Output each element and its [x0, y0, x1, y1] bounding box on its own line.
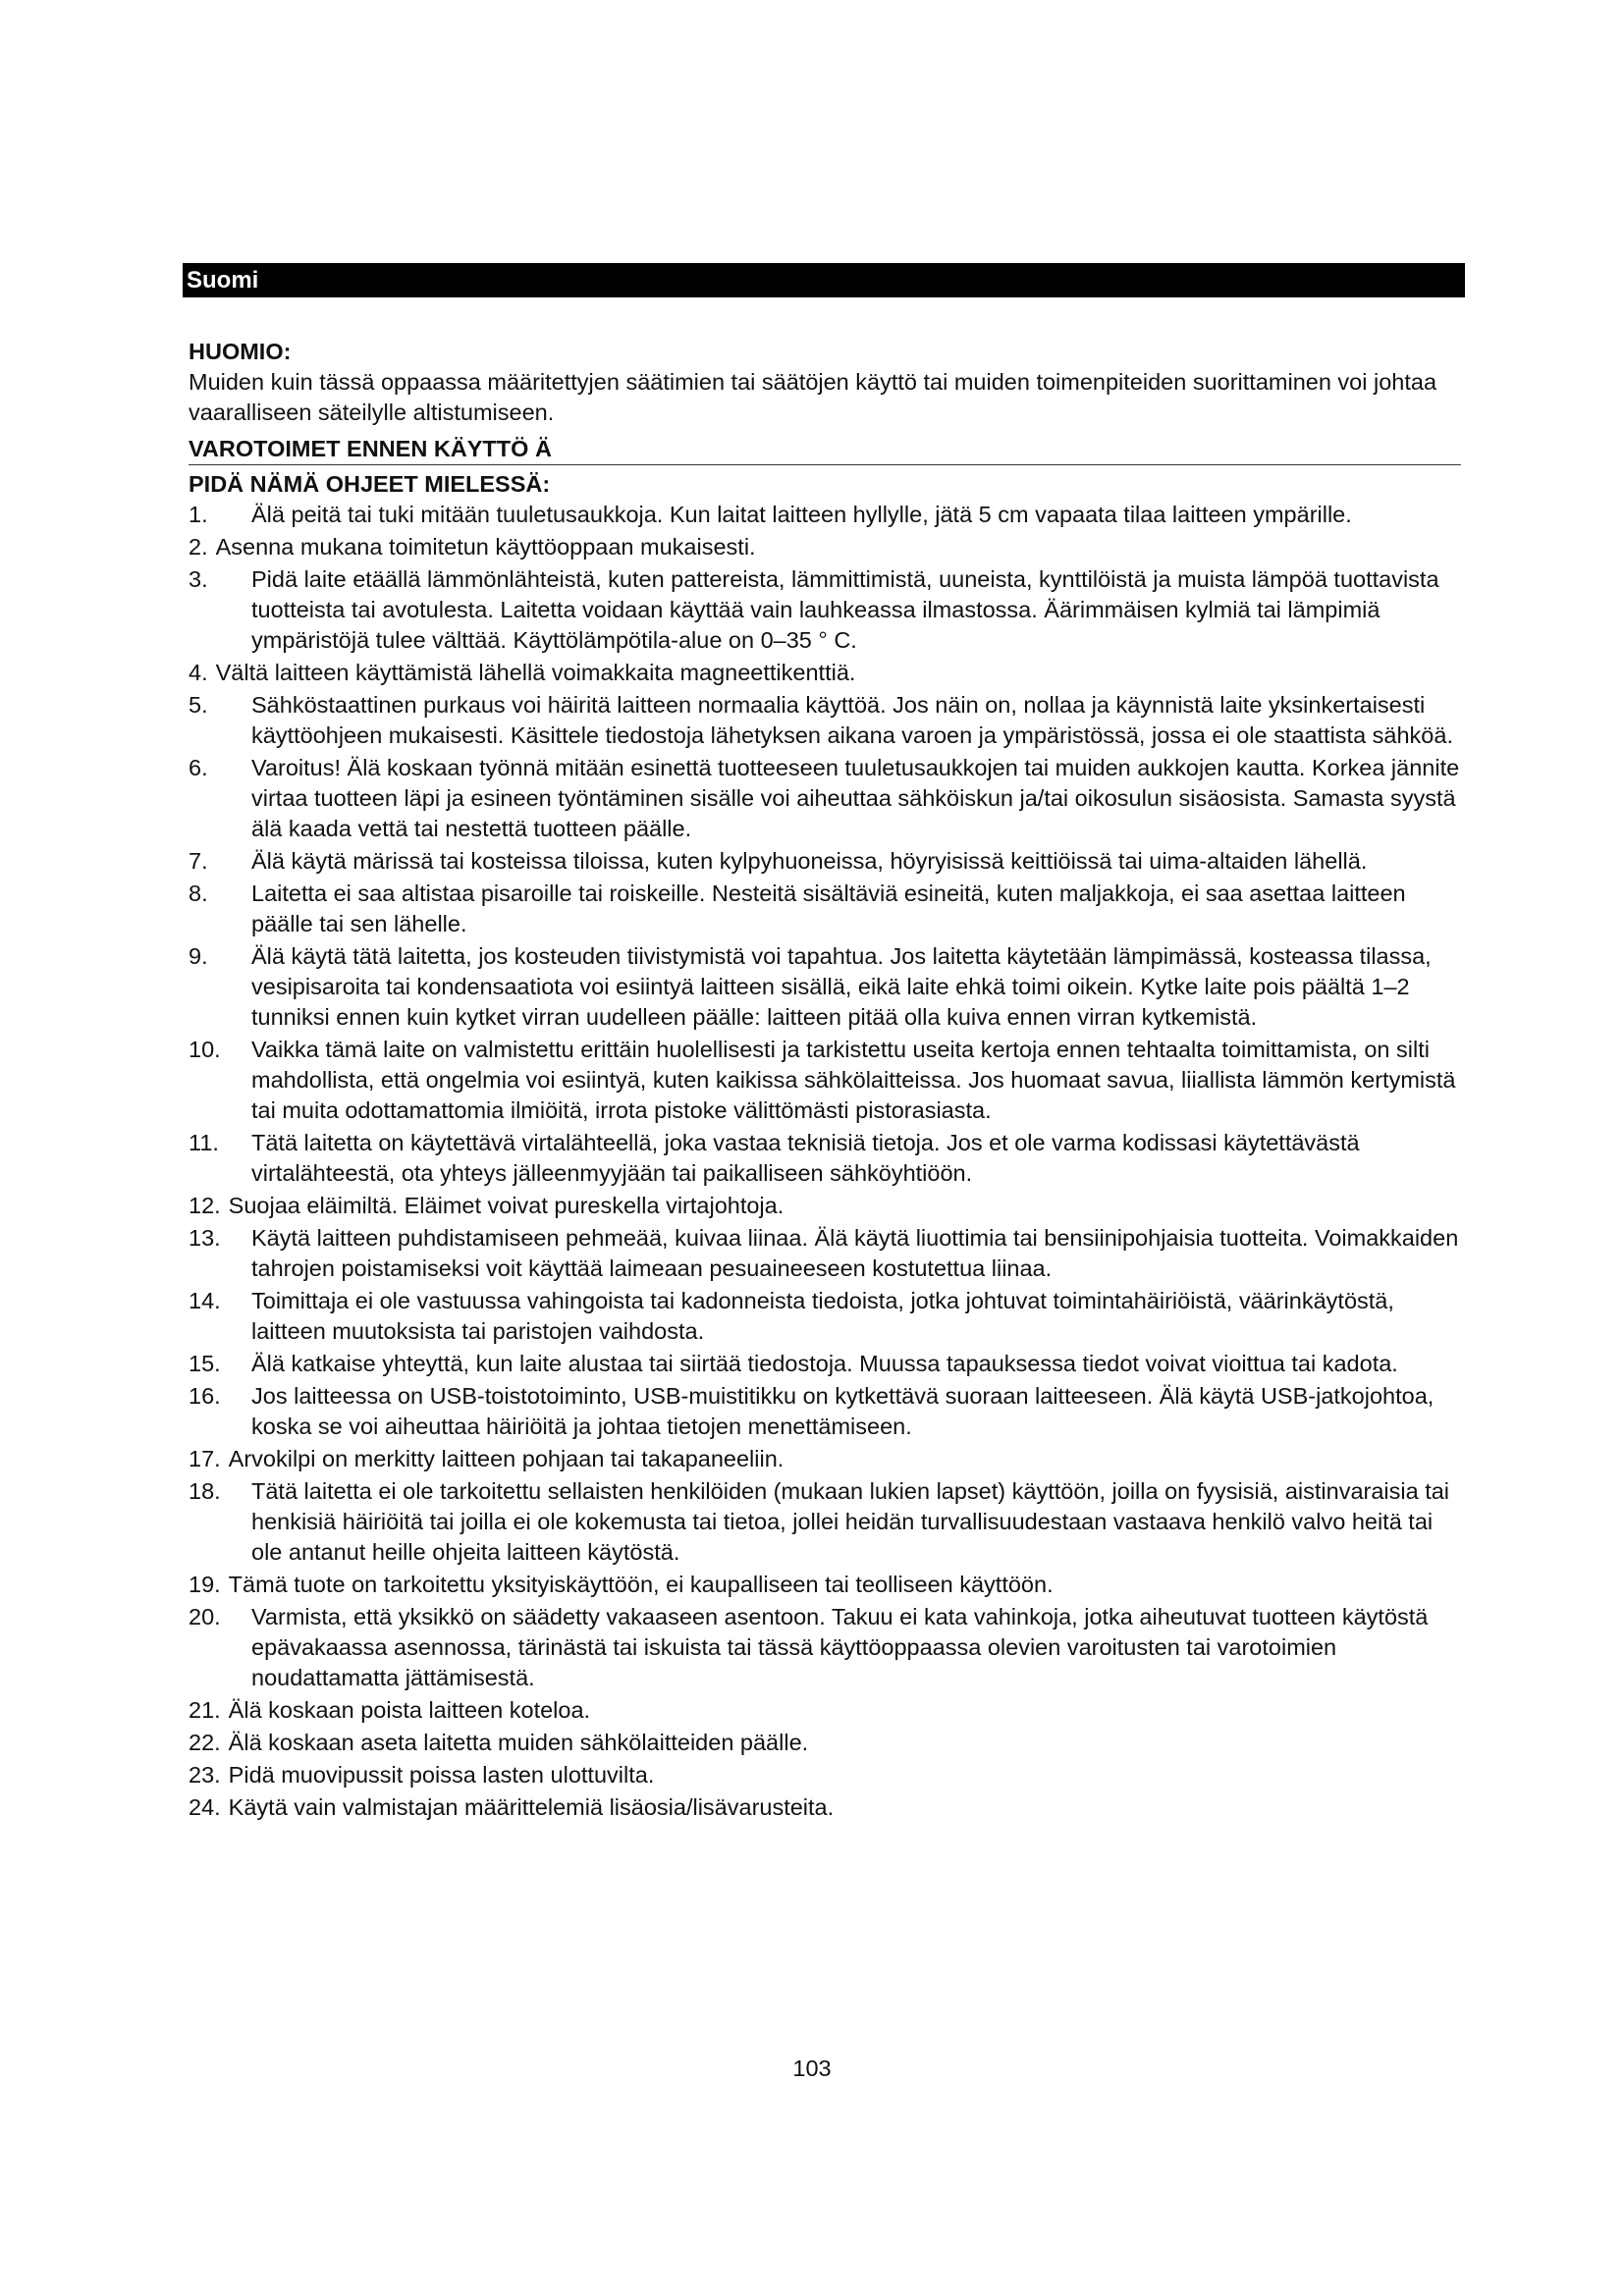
list-item: [189, 690, 1461, 751]
list-item-number: 15.: [189, 1351, 221, 1376]
page-number: 103: [792, 2056, 832, 2081]
list-item-number: 2.: [189, 534, 208, 560]
list-item-text: Jos laitteessa on USB-toistotoiminto, USB-muistitikku on kytkettävä suoraan laitteeseen. Älä käytä USB-jatkojohtoa, koska se voi aiheuttaa häiriöitä ja johtaa tietojen menettämiseen.: [251, 1383, 1435, 1439]
list-item-text: Älä käytä tätä laitetta, jos kosteuden tiivistymistä voi tapahtua. Jos laitetta käytetään lämpimässä, kosteassa tilassa, vesipisaroita tai kondensaatiota voi esiintyä laitteen sisällä, eikä laite ehkä toimi oikein. Kytke laite pois päältä 1–2 tunniksi ennen kuin kytket virran uudelleen päälle: laitteen pitää olla kuiva ennen virran kytkemistä.: [251, 943, 1432, 1030]
list-item-text: Älä koskaan aseta laitetta muiden sähkölaitteiden päälle.: [228, 1730, 809, 1755]
list-item-text: Toimittaja ei ole vastuussa vahingoista tai kadonneista tiedoista, jotka johtuvat toimintahäiriöistä, väärinkäytöstä, laitteen muutoksista tai paristojen vaihdosta.: [251, 1288, 1394, 1344]
list-item: [189, 753, 1461, 844]
list-item: [189, 1035, 1461, 1126]
list-item-number: 11.: [189, 1130, 219, 1155]
list-item-text: Käytä laitteen puhdistamiseen pehmeää, kuivaa liinaa. Älä käytä liuottimia tai bensiinipohjaisia tuotteita. Voimakkaiden tahrojen poistamiseksi voit käyttää laimeaan pesuaineeseen kostutettua liinaa.: [251, 1225, 1459, 1281]
list-item-number: 20.: [189, 1604, 221, 1629]
list-item-text: Tätä laitetta ei ole tarkoitettu sellaisten henkilöiden (mukaan lukien lapset) käyttöön, joilla on fyysisiä, aistinvaraisia tai henkisiä häiriöitä tai joilla ei ole kokemusta tai tietoa, jollei heidän turvallisuudestaan vastaava henkilö valvo heitä tai ole antanut heille ohjeita laitteen käytöstä.: [251, 1478, 1450, 1565]
list-item-text: Sähköstaattinen purkaus voi häiritä laitteen normaalia käyttöä. Jos näin on, nollaa ja käynnistä laite yksinkertaisesti käyttöohjeen mukaisesti. Käsittele tiedostoja lähetyksen aikana varoen ja ympäristössä, jossa ei ole staattista sähköä.: [251, 692, 1453, 748]
list-item-number: 8.: [189, 881, 208, 906]
list-item-number: 4.: [189, 660, 208, 685]
list-item-text: Suojaa eläimiltä. Eläimet voivat pureskella virtajohtoja.: [228, 1193, 785, 1218]
list-item-number: 12.: [189, 1193, 221, 1218]
heading-divider: [189, 464, 1461, 465]
list-item: [189, 1381, 1461, 1442]
list-item: [189, 1602, 1461, 1693]
list-item-number: 3.: [189, 566, 208, 592]
list-item-number: 24.: [189, 1794, 221, 1820]
list-item: [189, 1760, 1461, 1790]
list-item-text: Älä koskaan poista laitteen koteloa.: [228, 1697, 591, 1723]
list-item: [189, 658, 1461, 688]
list-item-text: Käytä vain valmistajan määrittelemiä lisäosia/lisävarusteita.: [228, 1794, 835, 1820]
list-item-number: 10.: [189, 1037, 221, 1062]
list-item-text: Älä käytä märissä tai kosteissa tiloissa, kuten kylpyhuoneissa, höyryisissä keittiöissä tai uima-altaiden lähellä.: [251, 848, 1368, 874]
list-item: [189, 1476, 1461, 1568]
list-item-number: 16.: [189, 1383, 221, 1409]
list-item: [189, 1570, 1461, 1600]
list-item: [189, 1444, 1461, 1474]
list-item: [189, 1792, 1461, 1823]
list-item: [189, 1349, 1461, 1379]
list-item-text: Tätä laitetta on käytettävä virtalähteellä, joka vastaa teknisiä tietoja. Jos et ole varma kodissasi käytettävästä virtalähteestä, ota yhteys jälleenmyyjään tai paikalliseen sähköyhtiöön.: [251, 1130, 1360, 1186]
list-item-text: Laitetta ei saa altistaa pisaroille tai roiskeille. Nesteitä sisältäviä esineitä, kuten maljakkoja, ei saa asettaa laitteen päälle tai sen lähelle.: [251, 881, 1406, 936]
list-item-number: 19.: [189, 1572, 221, 1597]
list-item-number: 9.: [189, 943, 208, 969]
list-item-number: 22.: [189, 1730, 221, 1755]
section-label: Suomi: [187, 267, 259, 294]
list-item: [189, 1191, 1461, 1221]
precautions-heading: VAROTOIMET ENNEN KÄYTTÖ Ä: [189, 436, 552, 461]
list-item: [189, 500, 1461, 530]
list-item: [189, 532, 1461, 562]
list-item-number: 14.: [189, 1288, 221, 1313]
list-item-text: Vaikka tämä laite on valmistettu erittäin huolellisesti ja tarkistettu useita kertoja ennen tehtaalta toimittamista, on silti mahdollista, että ongelmia voi esiintyä, kuten kaikissa sähkölaitteissa. Jos huomaat savua, liiallista lämmön kertymistä tai muita odottamattomia ilmiöitä, irrota pistoke välittömästi pistorasiasta.: [251, 1037, 1456, 1123]
list-item: [189, 1695, 1461, 1726]
list-item-text: Älä katkaise yhteyttä, kun laite alustaa tai siirtää tiedostoja. Muussa tapauksessa tiedot voivat vioittua tai kadota.: [251, 1351, 1398, 1376]
list-item-number: 21.: [189, 1697, 221, 1723]
list-item-text: Arvokilpi on merkitty laitteen pohjaan tai takapaneeliin.: [228, 1446, 785, 1471]
list-item-text: Pidä laite etäällä lämmönlähteistä, kuten pattereista, lämmittimistä, uuneista, kynttilöistä ja muista lämpöä tuottavista tuotteista tai avotulesta. Laitetta voidaan käyttää vain lauhkeassa ilmastossa. Äärimmäisen kylmiä tai lämpimiä ympäristöjä tulee välttää. Käyttölämpötila-alue on 0–35 ° C.: [251, 566, 1439, 653]
list-item-number: 13.: [189, 1225, 221, 1251]
list-item-text: Varoitus! Älä koskaan työnnä mitään esinettä tuotteeseen tuuletusaukkojen tai muiden aukkojen kautta. Korkea jännite virtaa tuotteen läpi ja esineen työntäminen sisälle voi aiheuttaa sähköiskun ja/tai oikosulun sisäosista. Samasta syystä älä kaada vettä tai nestettä tuotteen päälle.: [251, 755, 1460, 841]
keep-instructions-heading: PIDÄ NÄMÄ OHJEET MIELESSÄ:: [189, 471, 551, 497]
list-item-number: 18.: [189, 1478, 221, 1504]
notice-heading: HUOMIO:: [189, 339, 292, 364]
list-item-number: 23.: [189, 1762, 221, 1788]
list-item-number: 1.: [189, 502, 208, 527]
list-item: [189, 941, 1461, 1033]
list-item-number: 5.: [189, 692, 208, 718]
notice-text: Muiden kuin tässä oppaassa määritettyjen säätimien tai säätöjen käyttö tai muiden toimenpiteiden suorittaminen voi johtaa vaaralliseen säteilylle altistumiseen.: [189, 369, 1437, 425]
list-item: [189, 846, 1461, 877]
list-item: [189, 1223, 1461, 1284]
list-item-number: 17.: [189, 1446, 221, 1471]
list-item: [189, 1728, 1461, 1758]
list-item-number: 6.: [189, 755, 208, 780]
list-item-text: Vältä laitteen käyttämistä lähellä voimakkaita magneettikenttiä.: [215, 660, 856, 685]
list-item-text: Pidä muovipussit poissa lasten ulottuvilta.: [228, 1762, 655, 1788]
list-item-text: Asenna mukana toimitetun käyttöoppaan mukaisesti.: [215, 534, 756, 560]
page-content: [189, 337, 1461, 1825]
list-item: [189, 564, 1461, 656]
list-item: [189, 879, 1461, 939]
list-item-number: 7.: [189, 848, 208, 874]
precautions-list: [189, 500, 1461, 1823]
list-item: [189, 1286, 1461, 1347]
section-language-bar: [183, 263, 1465, 297]
list-item-text: Tämä tuote on tarkoitettu yksityiskäyttöön, ei kaupalliseen tai teolliseen käyttöön.: [228, 1572, 1054, 1597]
list-item-text: Älä peitä tai tuki mitään tuuletusaukkoja. Kun laitat laitteen hyllylle, jätä 5 cm vapaata tilaa laitteen ympärille.: [251, 502, 1352, 527]
list-item: [189, 1128, 1461, 1189]
list-item-text: Varmista, että yksikkö on säädetty vakaaseen asentoon. Takuu ei kata vahinkoja, jotka aiheutuvat tuotteen käytöstä epävakaassa asennossa, tärinästä tai iskuista tai tässä käyttöoppaassa olevien varoitusten tai varotoimien noudattamatta jättämisestä.: [251, 1604, 1429, 1690]
